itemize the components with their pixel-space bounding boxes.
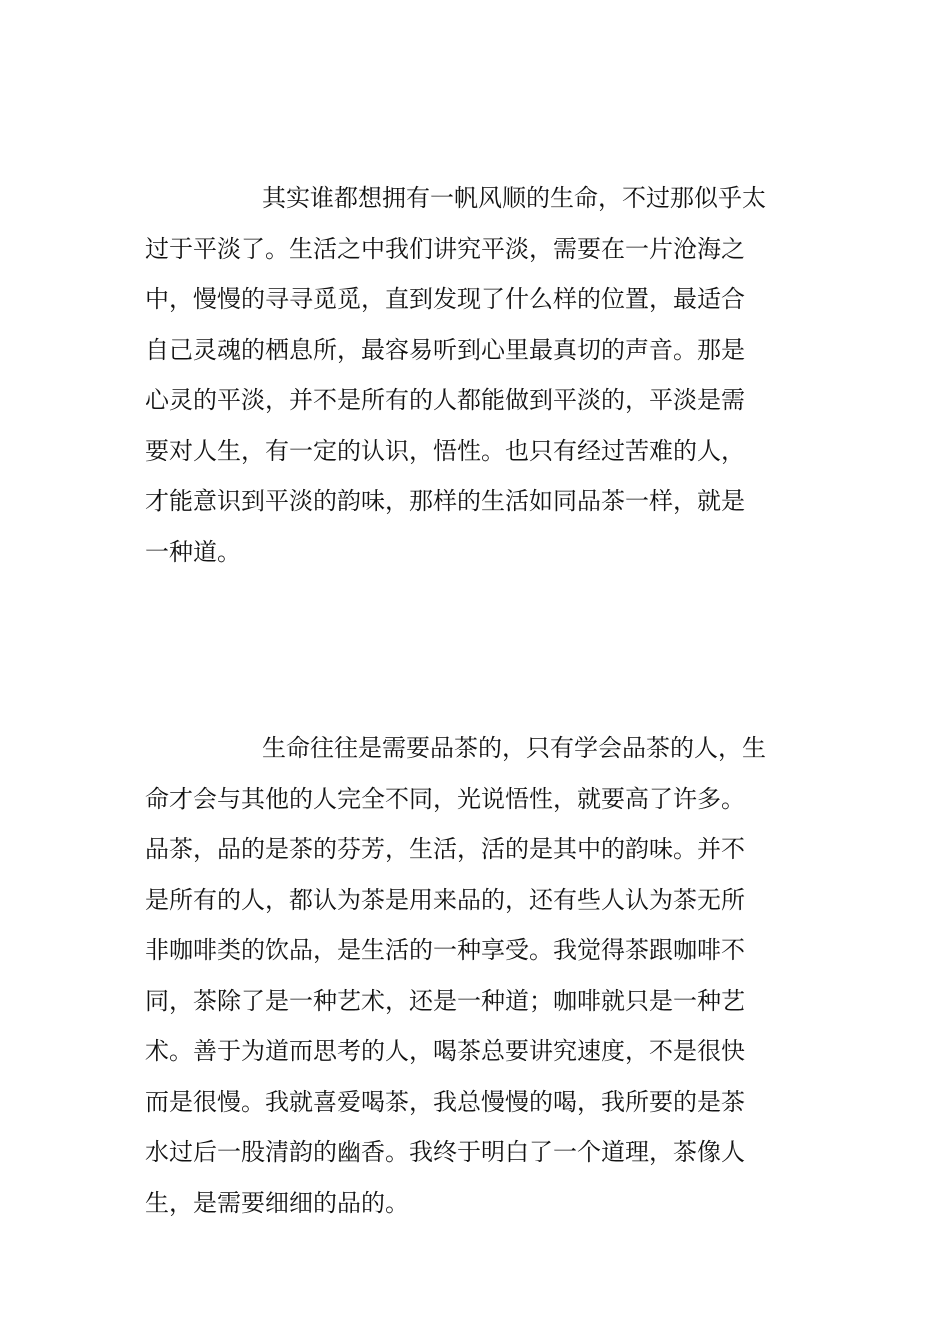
paragraph-line: 水过后一股清韵的幽香。我终于明白了一个道理，茶像人 bbox=[145, 1138, 745, 1166]
paragraph-line: 一种道。 bbox=[145, 537, 241, 566]
paragraph-line: 中，慢慢的寻寻觅觅，直到发现了什么样的位置，最适合 bbox=[145, 285, 745, 313]
paragraph-2 bbox=[145, 723, 805, 1228]
paragraph-line: 心灵的平淡，并不是所有的人都能做到平淡的，平淡是需 bbox=[145, 386, 745, 414]
paragraph-line: 其实谁都想拥有一帆风顺的生命，不过那似乎太 bbox=[262, 184, 766, 212]
paragraph-1 bbox=[145, 173, 805, 577]
paragraph-line: 同，茶除了是一种艺术，还是一种道；咖啡就只是一种艺 bbox=[145, 986, 745, 1015]
paragraph-line: 是所有的人，都认为茶是用来品的，还有些人认为茶无所 bbox=[145, 885, 745, 914]
paragraph-line: 而是很慢。我就喜爱喝茶，我总慢慢的喝，我所要的是茶 bbox=[145, 1087, 745, 1116]
paragraph-line: 命才会与其他的人完全不同，光说悟性，就要高了许多。 bbox=[145, 784, 745, 813]
paragraph-line: 要对人生，有一定的认识，悟性。也只有经过苦难的人， bbox=[145, 436, 745, 465]
paragraph-line: 品茶，品的是茶的芬芳，生活，活的是其中的韵味。并不 bbox=[145, 835, 745, 863]
paragraph-line: 生，是需要细细的品的。 bbox=[145, 1188, 409, 1217]
paragraph-line: 术。善于为道而思考的人，喝茶总要讲究速度，不是很快 bbox=[145, 1037, 745, 1065]
paragraph-line: 才能意识到平淡的韵味，那样的生活如同品茶一样，就是 bbox=[145, 487, 745, 515]
paragraph-line: 自己灵魂的栖息所，最容易听到心里最真切的声音。那是 bbox=[145, 335, 745, 364]
paragraph-line: 过于平淡了。生活之中我们讲究平淡，需要在一片沧海之 bbox=[145, 234, 745, 263]
paragraph-line: 生命往往是需要品茶的，只有学会品茶的人，生 bbox=[262, 734, 766, 762]
paragraph-line: 非咖啡类的饮品，是生活的一种享受。我觉得茶跟咖啡不 bbox=[145, 936, 745, 964]
